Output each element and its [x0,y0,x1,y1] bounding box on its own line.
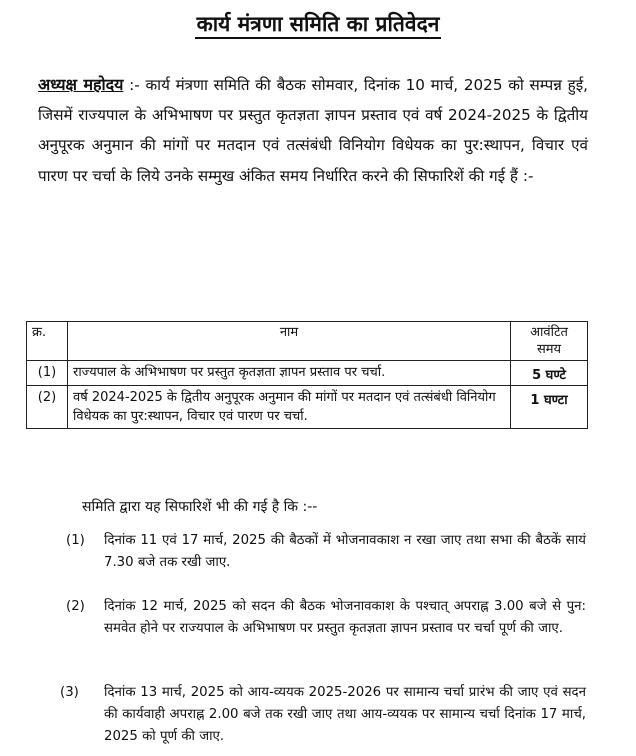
recommendations-intro: समिति द्वारा यह सिफारिशें भी की गई है कि :-- [82,499,318,515]
row-serial: (2) [27,386,68,429]
header-serial: क्र. [27,322,68,361]
row-name: वर्ष 2024-2025 के द्वितीय अनुपूरक अनुमान की मांगों पर मतदान एवं तत्संबंधी विनियोग विधेयक का पुर:स्थापन, विचार एवं पारण पर चर्चा. [68,386,511,429]
list-item-number: (2) [66,599,85,614]
document-title [0,10,636,38]
header-allotted-time: आवंटित समय [511,322,588,361]
time-allocation-table [26,321,588,429]
salutation: अध्यक्ष महोदय [38,75,124,94]
document-title-text: कार्य मंत्रणा समिति का प्रतिवेदन [195,12,442,39]
salutation-separator: :- [123,76,146,94]
list-item-number: (3) [60,685,79,700]
row-time: 1 घण्टा [511,386,588,429]
list-item-text: दिनांक 12 मार्च, 2025 को सदन की बैठक भोजनावकाश के पश्चात् अपराह्न 3.00 बजे से पुन: समवेत होने पर राज्यपाल के अभिभाषण पर प्रस्तुत कृतज्ञता ज्ञापन प्रस्ताव पर चर्चा पूर्ण की जाए. [104,599,586,636]
intro-text: कार्य मंत्रणा समिति की बैठक सोमवार, दिनांक 10 मार्च, 2025 को सम्पन्न हुई, जिसमें राज्यपाल के अभिभाषण पर प्रस्तुत कृतज्ञता ज्ञापन प्रस्ताव एवं वर्ष 2024-2025 के द्वितीय अनुपूरक अनुमान की मांगों पर मतदान एवं तत्संबंधी विनियोग विधेयक का पुर:स्थापन, विचार एवं पारण पर चर्चा के लिये उनके सम्मुख अंकित समय निर्धारित करने की सिफारिशें की गई हैं :- [38,76,588,185]
list-item-number: (1) [66,533,85,548]
row-serial: (1) [27,361,68,386]
intro-paragraph [38,70,588,191]
table-header-row [27,322,588,361]
row-name: राज्यपाल के अभिभाषण पर प्रस्तुत कृतज्ञता ज्ञापन प्रस्ताव पर चर्चा. [68,361,511,386]
table-row [27,361,588,386]
list-item-text: दिनांक 13 मार्च, 2025 को आय-व्ययक 2025-2026 पर सामान्य चर्चा प्रारंभ की जाए एवं सदन की कार्यवाही अपराह्न 2.00 बजे तक रखी जाए तथा आय-व्ययक पर सामान्य चर्चा दिनांक 17 मार्च, 2025 को पूर्ण की जाए. [104,685,586,744]
list-item-text: दिनांक 11 एवं 17 मार्च, 2025 की बैठकों में भोजनावकाश न रखा जाए तथा सभा की बैठकें सायं 7.30 बजे तक रखी जाए. [104,533,586,570]
table-row [27,386,588,429]
header-name: नाम [68,322,511,361]
row-time: 5 घण्टे [511,361,588,386]
